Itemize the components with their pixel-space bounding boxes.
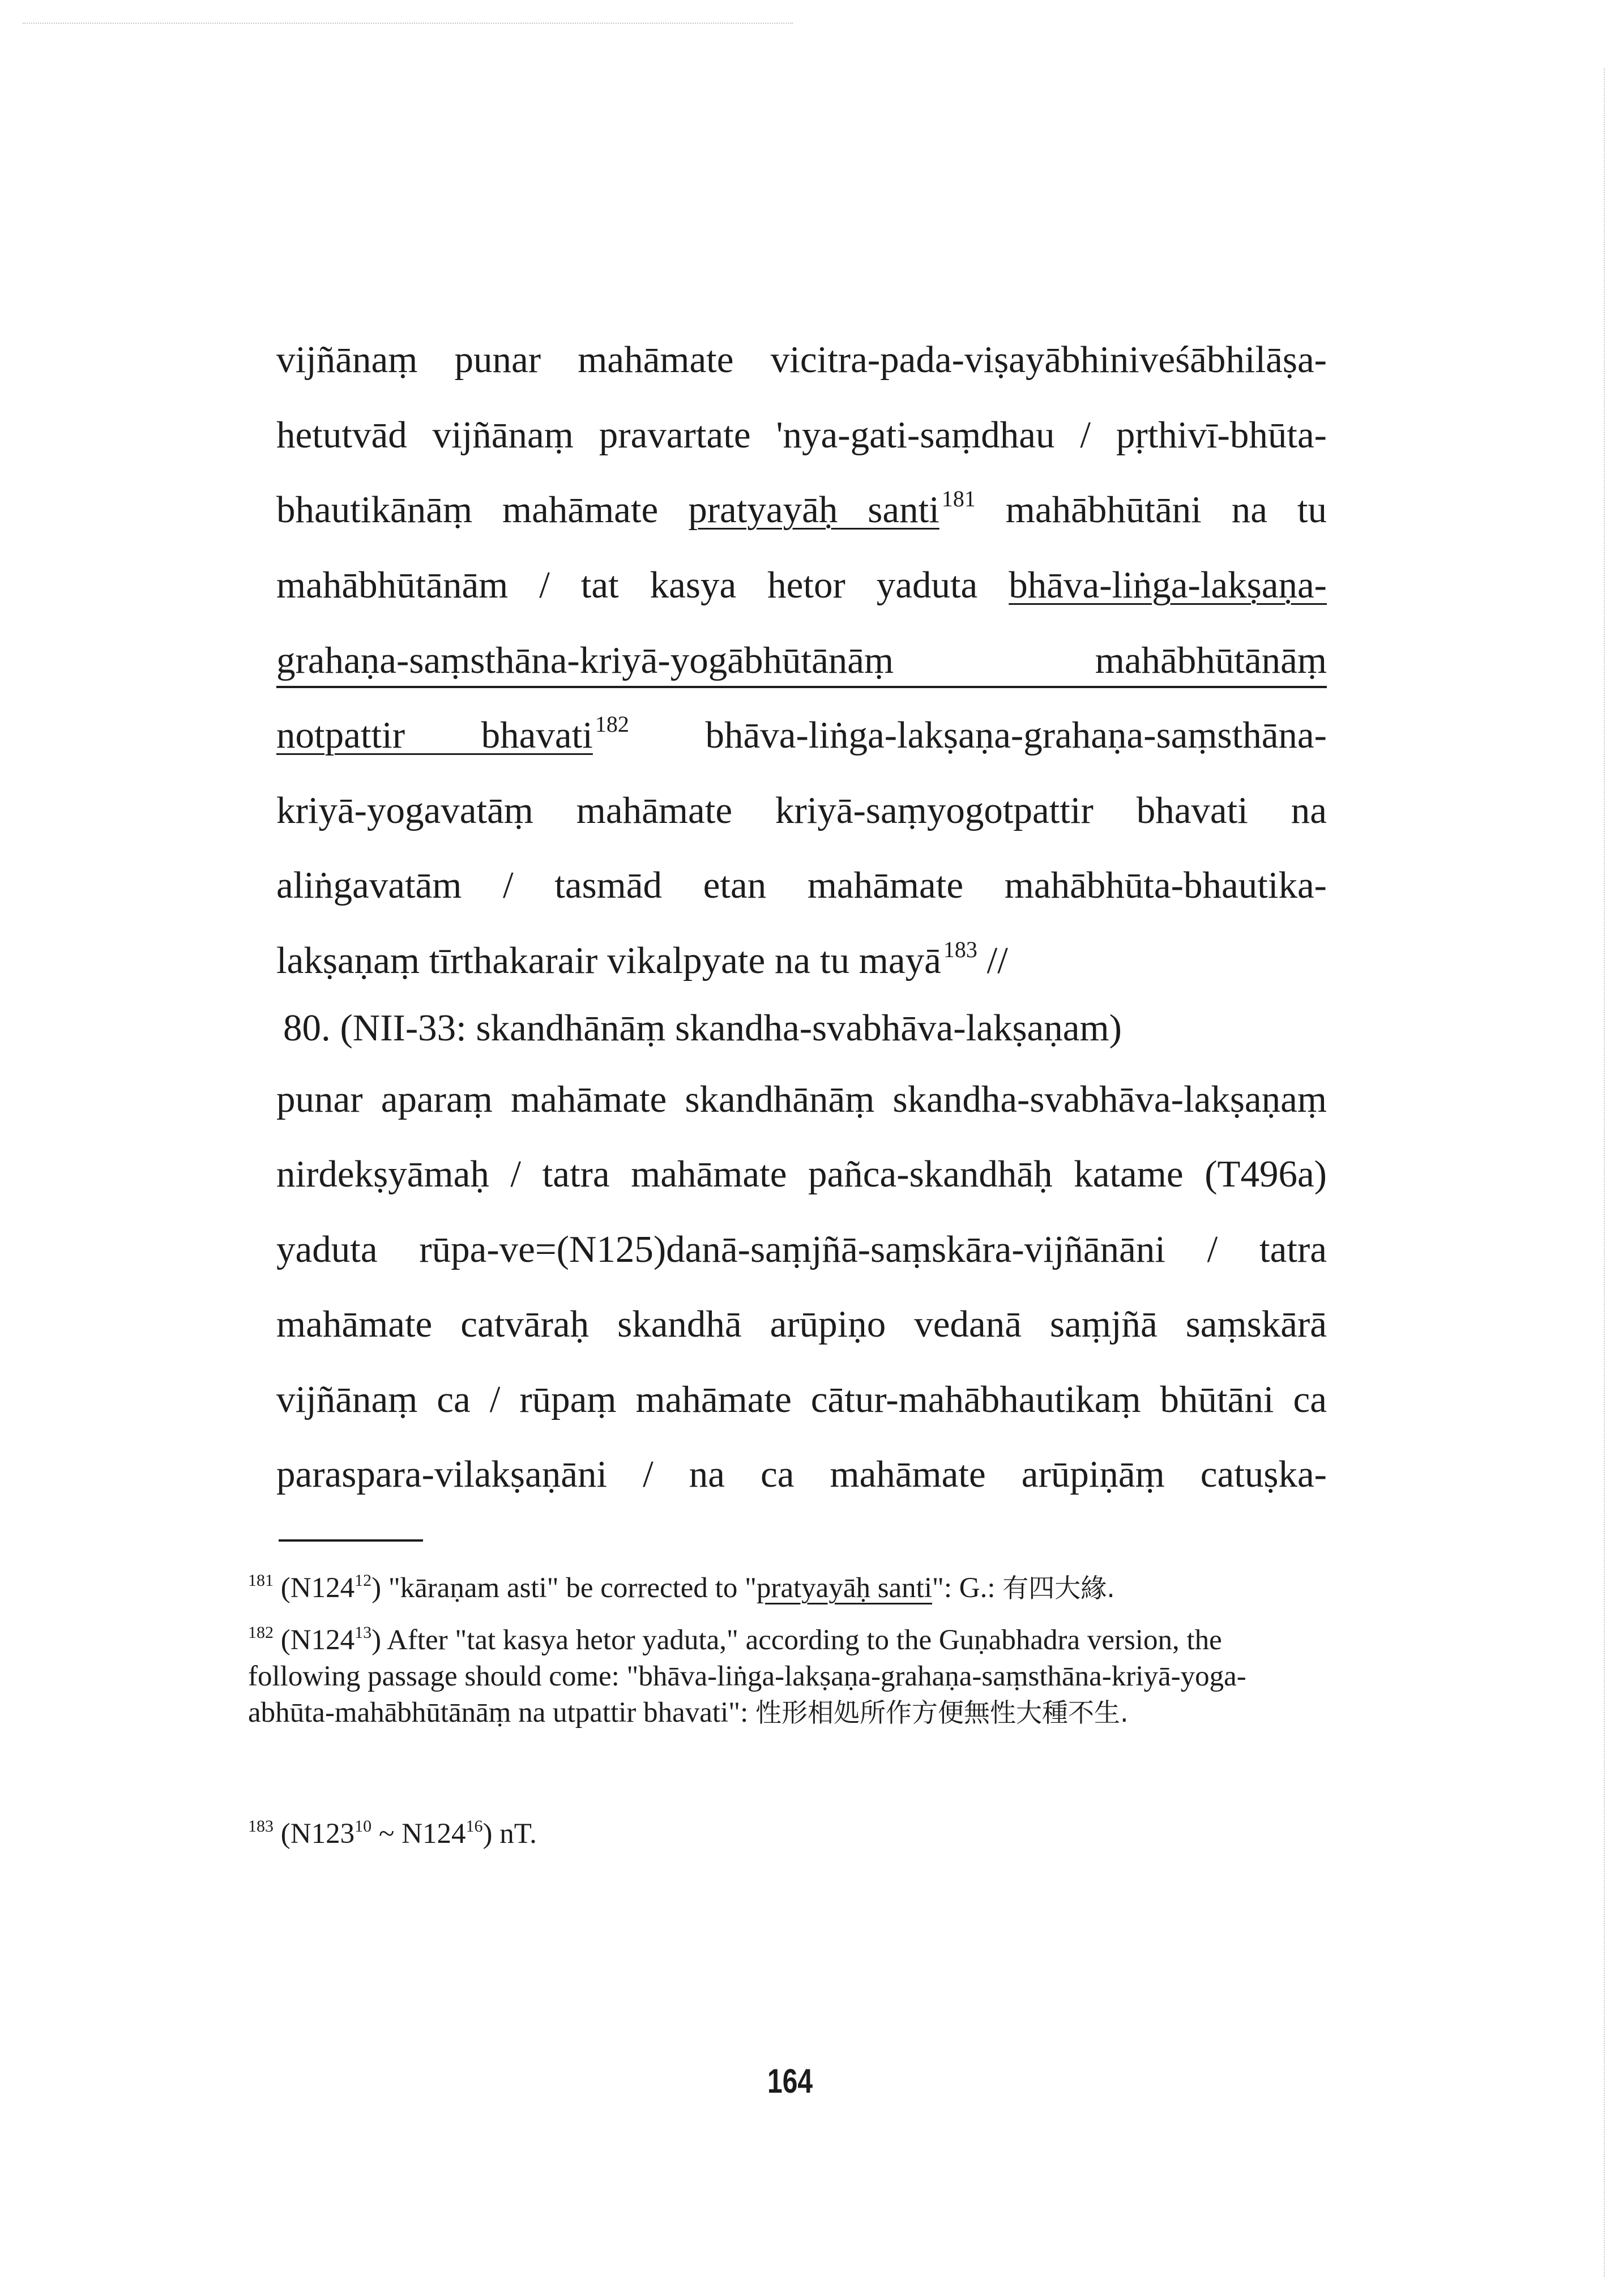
section-heading: 80. (NII-33: skandhānāṃ skandha-svabhāva-lakṣaṇam): [283, 1007, 1122, 1049]
text-line-3-part-c: mahābhūtāni na tu: [1005, 489, 1327, 531]
footnote-182: [248, 1622, 1330, 1731]
footnote-183: [248, 1816, 1330, 1852]
text-line-4: [276, 560, 1327, 611]
text-line-10: punar aparaṃ mahāmate skandhānāṃ skandha-svabhāva-lakṣaṇaṃ: [276, 1078, 1327, 1120]
footnote-182-text: After "tat kasya hetor yaduta," according to the Guṇabhadra version, the following passage should come: "bhāva-liṅga-lakṣaṇa-grahaṇa-saṃsthāna-kriyā-yoga-abhūta-mahābhūtānāṃ na utpattir bhavati":: [248, 1624, 1246, 1729]
footnote-182-ref: $(N124^{13})$: [280, 1623, 382, 1656]
text-line-3-part-a: bhautikānāṃ mahāmate: [276, 489, 659, 531]
footnote-181-ref: $(N124^{12})$: [280, 1571, 382, 1604]
footnote-181-cjk: 有四大緣.: [1002, 1573, 1115, 1603]
footnote-182-number: 182: [248, 1623, 274, 1642]
footnote-181-number: 181: [248, 1571, 274, 1590]
footnote-ref-182[interactable]: 182: [595, 711, 629, 737]
text-line-3: [276, 484, 1327, 535]
footnote-ref-183[interactable]: 183: [943, 937, 977, 962]
text-line-6: [276, 710, 1327, 761]
text-line-2: hetutvād vijñānaṃ pravartate 'nya-gati-saṃdhau / pṛthivī-bhūta-: [276, 414, 1327, 456]
footnote-183-number: 183: [248, 1817, 274, 1836]
scan-edge-top: [23, 23, 793, 24]
text-line-9: [276, 935, 1327, 986]
footnote-182-cjk: 性形相処所作方便無性大種不生.: [755, 1697, 1129, 1728]
text-line-9-part-b: //: [986, 940, 1008, 981]
text-line-14: vijñānaṃ ca / rūpaṃ mahāmate cātur-mahābhautikaṃ bhūtāni ca: [276, 1379, 1327, 1420]
text-line-15: paraspara-vilakṣaṇāni / na ca mahāmate arūpiṇāṃ catuṣka-: [276, 1453, 1327, 1495]
text-line-13: mahāmate catvāraḥ skandhā arūpiṇo vedanā saṃjñā saṃskārā: [276, 1303, 1327, 1345]
text-line-8: aliṅgavatām / tasmād etan mahāmate mahābhūta-bhautika-: [276, 864, 1327, 906]
footnote-181-text-b: ": G.:: [932, 1572, 996, 1604]
text-line-9-part-a: lakṣaṇaṃ tīrthakarair vikalpyate na tu mayā: [276, 940, 941, 981]
footnote-181-text-a: "kāraṇam asti" be corrected to ": [388, 1572, 757, 1604]
text-line-4-part-a: mahābhūtānām / tat kasya hetor yaduta: [276, 564, 978, 606]
text-line-5: [276, 635, 1327, 688]
text-line-1: vijñānaṃ punar mahāmate vicitra-pada-viṣayābhiniveśābhilāṣa-: [276, 339, 1327, 381]
footnote-ref-181[interactable]: 181: [941, 486, 976, 511]
scan-edge-right: [1604, 68, 1605, 2277]
footnote-181-underlined: pratyayāḥ santi: [756, 1572, 933, 1604]
underlined-phrase-pratyayah-santi: pratyayāḥ santi: [688, 489, 939, 531]
text-line-5-part-b: mahābhūtānāṃ: [1095, 639, 1327, 681]
text-line-11: nirdekṣyāmaḥ / tatra mahāmate pañca-skandhāḥ katame (T496a): [276, 1153, 1327, 1195]
text-line-6-part-b: bhāva-liṅga-lakṣaṇa-grahaṇa-saṃsthāna-: [705, 714, 1327, 756]
underlined-phrase-notpattir-bhavati: notpattir bhavati: [276, 714, 593, 756]
text-line-5-part-a: grahaṇa-saṃsthāna-kriyā-yogābhūtānāṃ: [276, 639, 894, 681]
footnote-181: [248, 1570, 1330, 1606]
text-line-12: yaduta rūpa-ve=(N125)danā-saṃjñā-saṃskāra-vijñānāni / tatra: [276, 1228, 1327, 1270]
footnote-separator: [279, 1539, 423, 1542]
footnote-183-ref: ($N123^{10}$ ~ $N124^{16}$) nT.: [280, 1817, 537, 1850]
text-line-7: kriyā-yogavatāṃ mahāmate kriyā-saṃyogotpattir bhavati na: [276, 789, 1327, 831]
underlined-phrase-line-4: bhāva-liṅga-lakṣaṇa-: [1009, 564, 1327, 606]
page-number: 164: [767, 2062, 813, 2100]
